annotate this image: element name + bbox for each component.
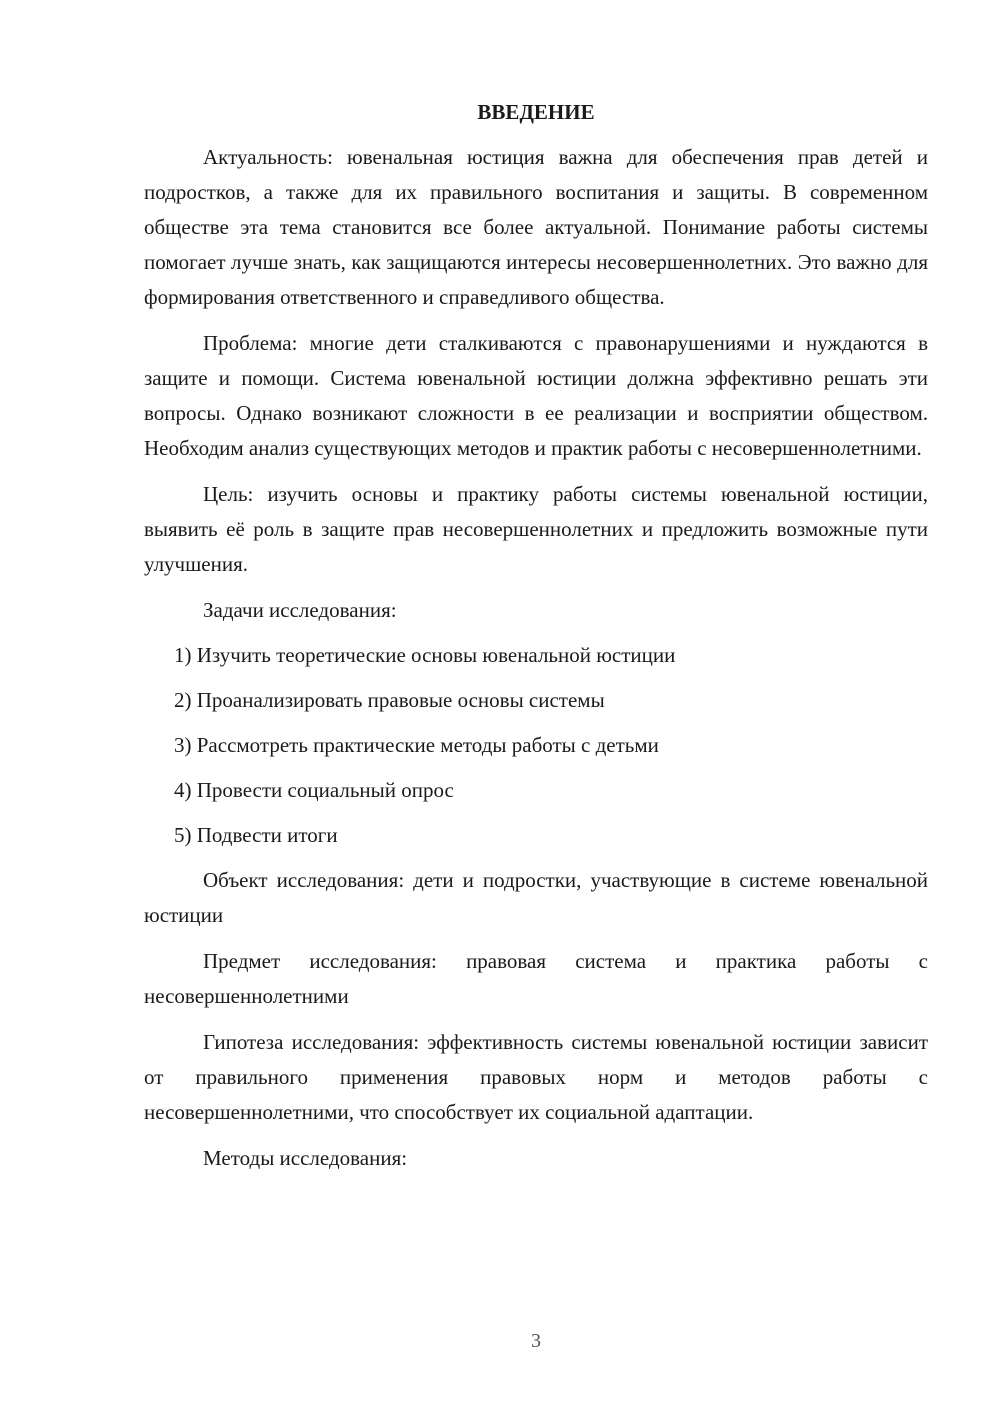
- paragraph-subject: Предмет исследования: правовая система и практика работы с несовершеннолетними: [144, 949, 928, 1008]
- task-item: 1) Изучить теоретические основы ювенальной юстиции: [174, 643, 676, 667]
- task-item: 4) Провести социальный опрос: [174, 778, 454, 802]
- section-title: ВВЕДЕНИЕ: [477, 100, 595, 124]
- paragraph-problem: Проблема: многие дети сталкиваются с правонарушениями и нуждаются в защите и помощи. Система ювенальной юстиции должна эффективно решать эти вопросы. Однако возникают сложности в ее реализации и восприятии обществом. Необходим анализ существующих методов и практик работы с несовершеннолетними.: [144, 331, 928, 460]
- methods-heading: Методы исследования:: [203, 1146, 408, 1170]
- tasks-list: [144, 638, 928, 853]
- page-number: 3: [531, 1330, 541, 1352]
- page-content: [144, 95, 928, 1186]
- tasks-heading: Задачи исследования:: [203, 598, 397, 622]
- task-item: 5) Подвести итоги: [174, 823, 338, 847]
- paragraph-hypothesis: Гипотеза исследования: эффективность системы ювенальной юстиции зависит от правильного применения правовых норм и методов работы с несовершеннолетними, что способствует их социальной адаптации.: [144, 1030, 928, 1124]
- paragraph-relevance: Актуальность: ювенальная юстиция важна для обеспечения прав детей и подростков, а также для их правильного воспитания и защиты. В современном обществе эта тема становится все более актуальной. Понимание работы системы помогает лучше знать, как защищаются интересы несовершеннолетних. Это важно для формирования ответственного и справедливого общества.: [144, 145, 928, 309]
- task-item: 3) Рассмотреть практические методы работы с детьми: [174, 733, 659, 757]
- task-item: 2) Проанализировать правовые основы системы: [174, 688, 605, 712]
- paragraph-object: Объект исследования: дети и подростки, участвующие в системе ювенальной юстиции: [144, 868, 928, 927]
- paragraph-goal: Цель: изучить основы и практику работы системы ювенальной юстиции, выявить её роль в защите прав несовершеннолетних и предложить возможные пути улучшения.: [144, 482, 928, 576]
